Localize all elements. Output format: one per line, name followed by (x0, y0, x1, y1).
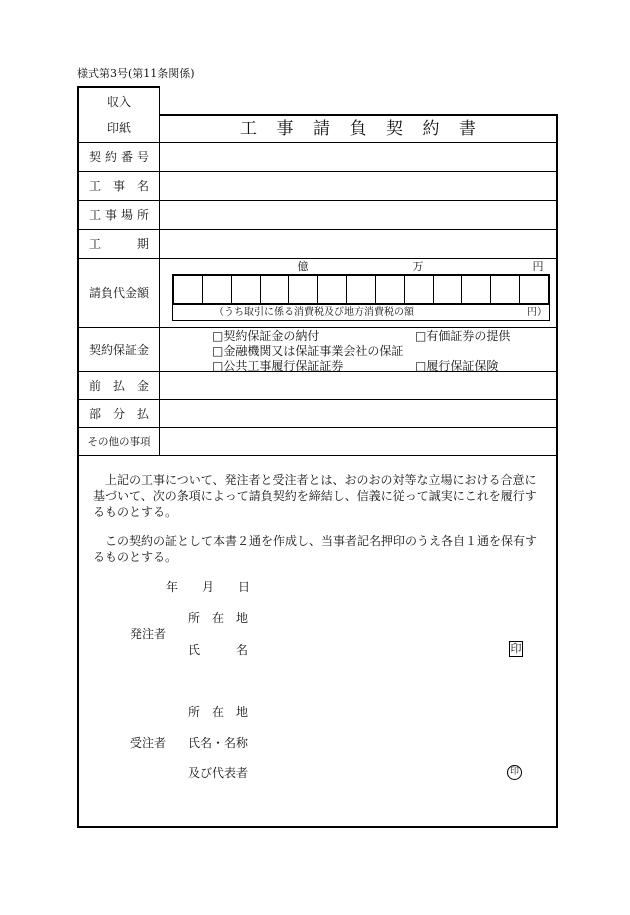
advance-payment-label-cell (79, 372, 160, 399)
partial-payment-label: 部分払 (89, 406, 149, 421)
title-cell (160, 114, 556, 142)
contract-amount-label: 請負代金額 (89, 286, 150, 300)
other-matters-field (160, 428, 556, 455)
date-month-label: 月 (202, 580, 215, 594)
contract-form-table (77, 114, 558, 828)
guarantee-option-performance-insurance: □履行保証保険 (415, 359, 499, 373)
guarantee-option-bank-guarantee: □金融機関又は保証事業会社の保証 (212, 344, 404, 358)
digit-cell (174, 276, 202, 303)
row-partial-payment (79, 400, 556, 428)
orderer-name-label: 氏名 (188, 643, 248, 657)
digit-cell (404, 276, 433, 303)
date-day-label: 日 (238, 580, 251, 594)
amount-digit-boxes (172, 274, 550, 305)
row-work-site (79, 201, 556, 230)
agreement-paragraph-1 (93, 472, 537, 520)
revenue-stamp-label-bottom: 印紙 (106, 121, 131, 135)
agreement-paragraph-2 (93, 533, 537, 565)
digit-cell (375, 276, 404, 303)
row-other-matters (79, 428, 556, 456)
digit-cell (519, 276, 548, 303)
digit-cell (490, 276, 519, 303)
revenue-stamp-cell (79, 114, 160, 142)
digit-cell (346, 276, 375, 303)
form-number: 様式第3号(第11条関係) (77, 67, 195, 80)
paragraph-line: 上記の工事について、発注者と受注者とは、おのおの対等な立場における合意に (105, 473, 537, 487)
digit-cell (433, 276, 462, 303)
revenue-stamp-area (77, 86, 160, 114)
row-work-name (79, 172, 556, 201)
contract-guarantee-label: 契約保証金 (89, 342, 150, 357)
guarantee-option-deposit: □契約保証金の納付 (212, 329, 320, 343)
orderer-address-label: 所在地 (188, 611, 248, 625)
unit-yen-label: 円 (532, 260, 544, 273)
row-contract-guarantee (79, 328, 556, 372)
paragraph-line: 基づいて、次の条項によって請負契約を締結し、信義に従って誠実にこれを履行す (93, 489, 537, 503)
document-title: 工事請負契約書 (240, 119, 476, 139)
row-contract-number (79, 143, 556, 172)
digit-cell (461, 276, 490, 303)
work-name-label: 工事名 (89, 179, 149, 193)
row-work-period (79, 230, 556, 259)
contract-guarantee-field (160, 328, 556, 371)
paragraph-line: るものとする。 (93, 550, 178, 564)
digit-cell (317, 276, 346, 303)
paragraph-line: るものとする。 (93, 505, 178, 519)
contract-number-label: 契約番号 (89, 150, 149, 164)
guarantee-option-performance-bond: □公共工事履行保証証券 (212, 359, 344, 373)
paragraph-line: この契約の証として本書２通を作成し、当事者記名押印のうえ各自１通を保有す (105, 534, 538, 548)
guarantee-option-securities: □有価証券の提供 (415, 329, 511, 343)
contract-number-field (160, 143, 556, 171)
work-site-field (160, 201, 556, 229)
work-period-label-cell (79, 230, 160, 258)
contractor-name-label: 氏名・名称 (188, 736, 249, 750)
digit-cell (288, 276, 317, 303)
unit-man-label: 万 (412, 260, 424, 273)
partial-payment-field (160, 400, 556, 427)
work-name-label-cell (79, 172, 160, 200)
date-year-label: 年 (166, 580, 179, 594)
contract-guarantee-label-cell (79, 328, 160, 371)
contract-amount-label-cell (79, 259, 160, 327)
work-site-label: 工事場所 (89, 208, 149, 222)
digit-cell (231, 276, 260, 303)
advance-payment-label: 前払金 (89, 378, 149, 393)
contract-amount-field (160, 259, 556, 327)
orderer-seal-mark: 印 (510, 642, 522, 655)
other-matters-label: その他の事項 (87, 435, 151, 448)
title-row (79, 114, 556, 143)
work-period-label: 工期 (89, 237, 149, 251)
work-site-label-cell (79, 201, 160, 229)
tax-note-text: （うち取引に係る消費税及び地方消費税の額 (214, 307, 414, 318)
contractor-seal-mark: 印 (507, 765, 522, 780)
partial-payment-label-cell (79, 400, 160, 427)
digit-cell (260, 276, 289, 303)
contract-number-label-cell (79, 143, 160, 171)
advance-payment-field (160, 372, 556, 399)
other-matters-label-cell (79, 428, 160, 455)
revenue-stamp-label-top: 収入 (106, 94, 131, 109)
orderer-role-label: 発注者 (130, 627, 167, 641)
work-period-field (160, 230, 556, 258)
work-name-field (160, 172, 556, 200)
contractor-address-label: 所在地 (188, 705, 248, 719)
digit-cell (202, 276, 231, 303)
unit-oku-label: 億 (297, 260, 309, 273)
row-advance-payment (79, 372, 556, 400)
contractor-role-label: 受注者 (130, 736, 167, 750)
row-contract-amount (79, 259, 556, 328)
contractor-representative-label: 及び代表者 (188, 766, 249, 780)
tax-note-unit: 円） (527, 307, 547, 318)
agreement-section (79, 456, 556, 826)
